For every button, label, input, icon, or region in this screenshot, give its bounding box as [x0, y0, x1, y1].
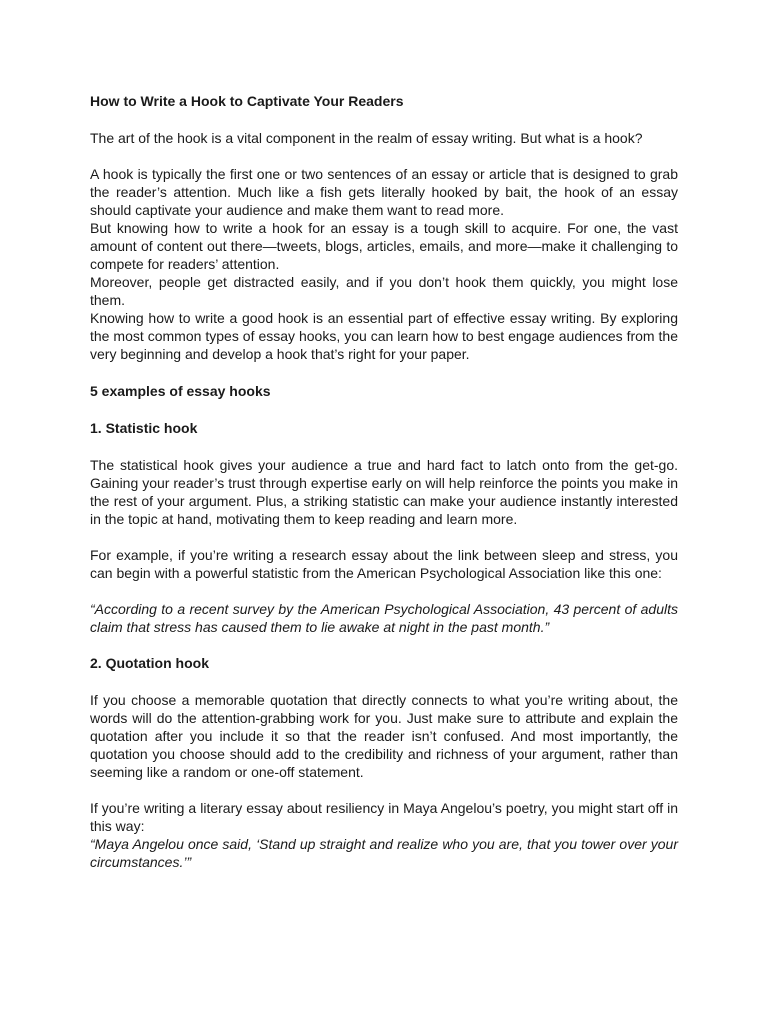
- statistic-quote: “According to a recent survey by the American Psychological Association, 43 percent of adults claim that stress has caused them to lie awake at night in the past month.”: [90, 601, 678, 635]
- distraction-paragraph: Moreover, people get distracted easily, and if you don’t hook them quickly, you might lose them.: [90, 274, 678, 308]
- document-title: How to Write a Hook to Captivate Your Readers: [90, 93, 404, 109]
- quotation-hook-heading: 2. Quotation hook: [90, 655, 209, 671]
- statistic-hook-paragraph: The statistical hook gives your audience a true and hard fact to latch onto from the get-go. Gaining your reader’s trust through expertise early on will help reinforce the points you make in the rest of your argument. Plus, a striking statistic can make your audience instantly interested in the topic at hand, motivating them to keep reading and learn more.: [90, 457, 678, 527]
- statistic-example-paragraph: For example, if you’re writing a research essay about the link between sleep and stress, you can begin with a powerful statistic from the American Psychological Association like this one:: [90, 547, 678, 581]
- good-hook-paragraph: Knowing how to write a good hook is an essential part of effective essay writing. By exploring the most common types of essay hooks, you can learn how to best engage audiences from the very beginning and develop a hook that’s right for your paper.: [90, 310, 678, 362]
- statistic-hook-heading: 1. Statistic hook: [90, 420, 198, 436]
- hook-difficulty-paragraph: But knowing how to write a hook for an essay is a tough skill to acquire. For one, the vast amount of content out there—tweets, blogs, articles, emails, and more—make it challenging to compete for readers’ attention.: [90, 220, 678, 272]
- intro-paragraph: The art of the hook is a vital component in the realm of essay writing. But what is a hook?: [90, 130, 643, 146]
- maya-angelou-quote: “Maya Angelou once said, ‘Stand up straight and realize who you are, that you tower over your circumstances.’”: [90, 836, 678, 870]
- quotation-hook-paragraph: If you choose a memorable quotation that directly connects to what you’re writing about, the words will do the attention-grabbing work for you. Just make sure to attribute and explain the quotation after you include it so that the reader isn’t confused. And most importantly, the quotation you choose should add to the credibility and richness of your argument, rather than seeming like a random or one-off statement.: [90, 692, 678, 780]
- quotation-example-paragraph: If you’re writing a literary essay about resiliency in Maya Angelou’s poetry, you might start off in this way:: [90, 800, 678, 834]
- examples-heading: 5 examples of essay hooks: [90, 383, 271, 399]
- hook-definition-paragraph: A hook is typically the first one or two sentences of an essay or article that is designed to grab the reader’s attention. Much like a fish gets literally hooked by bait, the hook of an essay should captivate your audience and make them want to read more.: [90, 166, 678, 218]
- document-page: [90, 92, 678, 871]
